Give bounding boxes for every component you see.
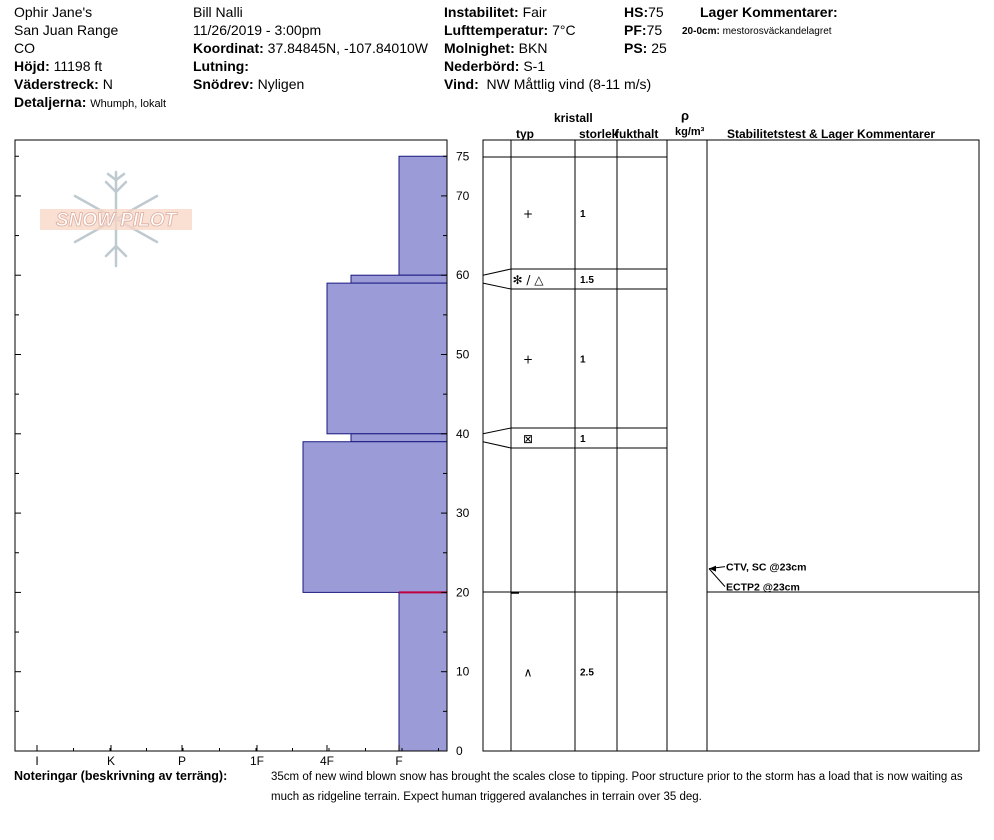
hardness-layer-1 — [351, 275, 447, 283]
snowpilot-logo-text: SNOW PILOT — [55, 210, 177, 231]
elevation-label: Höjd: — [14, 58, 50, 74]
coord-value: 37.84845N, -107.84010W — [267, 40, 428, 56]
y-tick-label: 10 — [456, 664, 470, 679]
stability-test-label: ECTP2 @23cm — [726, 581, 800, 594]
precip-label: Nederbörd: — [444, 58, 520, 74]
pf-label: PF: — [624, 22, 647, 38]
layer-comment-depth: 20-0cm: — [682, 26, 720, 37]
drift-label: Snödrev: — [193, 76, 254, 92]
range-name: San Juan Range — [14, 22, 119, 38]
layer-comment-text: mestorosväckandelagret — [722, 26, 832, 37]
hardness-layer-5 — [399, 592, 447, 751]
airtemp-value: 7°C — [552, 22, 576, 38]
details-label: Detaljerna: — [14, 94, 87, 110]
grain-size-value: 1 — [580, 209, 586, 220]
hardness-layer-3 — [351, 434, 447, 442]
layer-connector — [483, 428, 511, 434]
precip-value: S-1 — [523, 58, 546, 74]
layer-table-frame — [483, 140, 979, 751]
hardness-layer-2 — [327, 283, 447, 434]
observation-datetime: 11/26/2019 - 3:00pm — [193, 22, 322, 38]
col-header-fukthalt: fukthalt — [615, 127, 659, 141]
grain-type-symbol: ✻ / △ — [512, 273, 544, 287]
aspect-value: N — [102, 76, 113, 92]
notes-text: 35cm of new wind blown snow has brought the scales close to tipping. Poor structure prior to the storm has a load that is now waiting as much as ridgeline terrain. Expect human triggered avalanches in terrain over 35 deg. — [271, 771, 963, 803]
col-header-kristall: kristall — [554, 111, 593, 125]
grain-size-value: 1 — [580, 434, 586, 445]
coord-label: Koordinat: — [193, 40, 264, 56]
layer-connector — [483, 442, 511, 448]
drift-value: Nyligen — [257, 76, 305, 92]
hardness-layer-4 — [303, 442, 447, 593]
sky-value: BKN — [518, 40, 548, 56]
elevation-value: 11198 ft — [53, 58, 103, 74]
grain-type-symbol: + — [522, 207, 534, 221]
hs-label: HS: — [624, 4, 649, 20]
grain-type-symbol: ∧ — [523, 665, 533, 680]
y-tick-label: 30 — [456, 506, 470, 521]
col-header-stability: Stabilitetstest & Lager Kommentarer — [727, 127, 936, 141]
stability-test-label: CTV, SC @23cm — [726, 561, 807, 574]
hardness-tick-label: 4F — [319, 754, 335, 768]
pf-value: 75 — [646, 22, 663, 38]
state-name: CO — [14, 40, 35, 56]
sky-label: Molnighet: — [444, 40, 515, 56]
instability-value: Fair — [522, 4, 547, 20]
stability-arrowhead — [709, 566, 716, 572]
layer-connector — [483, 283, 511, 289]
hardness-tick-label: P — [177, 754, 187, 768]
grain-type-symbol: ⊠ — [522, 432, 534, 446]
wind-label: Vind: — [444, 76, 479, 92]
location-name: Ophir Jane's — [14, 4, 93, 20]
hardness-tick-label: I — [35, 754, 39, 768]
grain-type-symbol: + — [522, 352, 534, 367]
grain-size-value: 2.5 — [580, 667, 594, 679]
stability-arrow — [709, 569, 725, 587]
wind-value: NW Måttlig vind (8-11 m/s) — [486, 76, 652, 92]
layer-connector — [483, 269, 511, 275]
col-header-rho: ρ — [681, 108, 690, 123]
y-tick-label: 75 — [456, 149, 470, 164]
instability-label: Instabilitet: — [444, 4, 519, 20]
hardness-layer-0 — [399, 156, 447, 275]
grain-size-value: 1 — [580, 354, 586, 366]
observer-name: Bill Nalli — [193, 4, 243, 20]
notes-label: Noteringar (beskrivning av terräng): — [14, 769, 228, 783]
col-header-typ: typ — [516, 127, 534, 141]
slope-label: Lutning: — [193, 58, 249, 74]
y-tick-label: 20 — [456, 585, 470, 600]
col-header-storlek: storlek — [579, 127, 619, 141]
y-tick-label: 40 — [456, 426, 470, 441]
details-value: Whumph, lokalt — [90, 98, 167, 110]
hardness-tick-label: K — [106, 754, 116, 768]
ps-label: PS: — [624, 40, 648, 56]
y-tick-label: 60 — [456, 268, 470, 283]
aspect-label: Väderstreck: — [14, 76, 99, 92]
snowpilot-logo — [40, 172, 192, 266]
ps-value: 25 — [651, 40, 667, 56]
hs-value: 75 — [648, 4, 664, 20]
hardness-tick-label: F — [395, 754, 403, 768]
layer-comments-title: Lager Kommentarer: — [700, 4, 838, 20]
y-tick-label: 0 — [456, 744, 463, 758]
col-header-density-unit: kg/m³ — [675, 126, 705, 138]
y-tick-label: 50 — [456, 347, 470, 362]
y-tick-label: 70 — [456, 188, 470, 203]
grain-size-value: 1.5 — [580, 275, 594, 286]
airtemp-label: Lufttemperatur: — [444, 22, 549, 38]
hardness-tick-label: 1F — [249, 754, 265, 768]
